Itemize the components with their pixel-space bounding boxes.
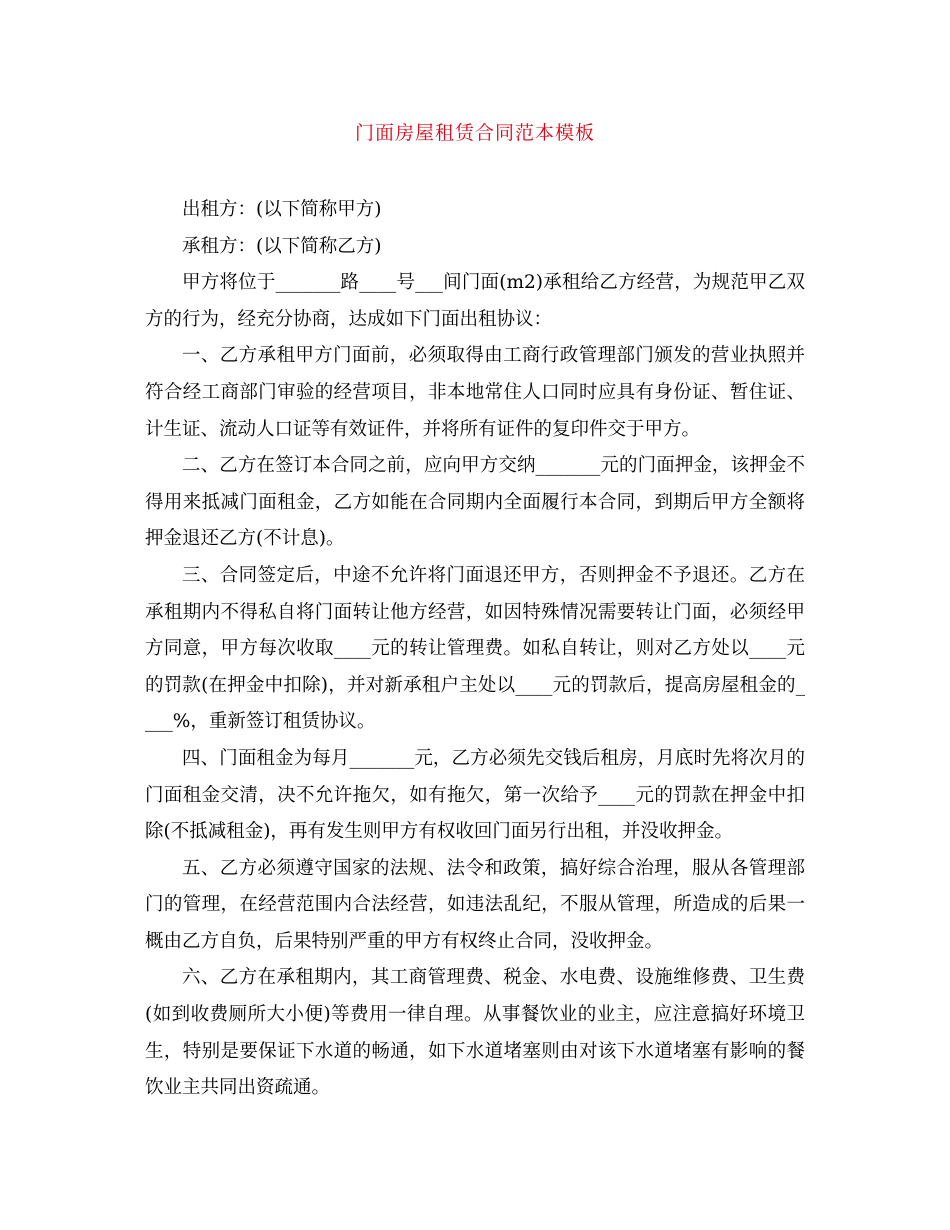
preamble-paragraph: 甲方将位于_______路____号___间门面(m2)承租给乙方经营，为规范甲乙双方的行为，经充分协商，达成如下门面出租协议： <box>145 272 805 330</box>
clause-3-paragraph: 三、合同签定后，中途不允许将门面退还甲方，否则押金不予退还。乙方在承租期内不得私自将门面转让他方经营，如因特殊情况需要转让门面，必须经甲方同意，甲方每次收取____元的转让管理费。如私自转让，则对乙方处以____元的罚款(在押金中扣除)，并对新承租户主处以____元的罚款后，提高房屋租金的____%，重新签订租赁协议。 <box>145 564 805 733</box>
document-title: 门面房屋租赁合同范本模板 <box>354 122 595 144</box>
clause-1-paragraph: 一、乙方承租甲方门面前，必须取得由工商行政管理部门颁发的营业执照并符合经工商部门审验的经营项目，非本地常住人口同时应具有身份证、暂住证、计生证、流动人口证等有效证件，并将所有证件的复印件交于甲方。 <box>145 345 805 440</box>
party-lessor-line: 出租方：(以下简称甲方) <box>182 199 382 220</box>
clause-5-paragraph: 五、乙方必须遵守国家的法规、法令和政策，搞好综合治理，服从各管理部门的管理，在经营范围内合法经营，如违法乱纪，不服从管理，所造成的后果一概由乙方自负，后果特别严重的甲方有权终止合同，没收押金。 <box>145 857 805 952</box>
document-body <box>145 192 805 1107</box>
party-lessee-line: 承租方：(以下简称乙方) <box>182 235 382 257</box>
clause-2-paragraph: 二、乙方在签订本合同之前，应向甲方交纳_______元的门面押金，该押金不得用来抵减门面租金，乙方如能在合同期内全面履行本合同，到期后甲方全额将押金退还乙方(不计息)。 <box>145 455 805 550</box>
clause-4-paragraph: 四、门面租金为每月_______元，乙方必须先交钱后租房，月底时先将次月的门面租金交清，决不允许拖欠，如有拖欠，第一次给予____元的罚款在押金中扣除(不抵减租金)，再有发生则甲方有权收回门面另行出租，并没收押金。 <box>145 747 805 843</box>
clause-6-paragraph: 六、乙方在承租期内，其工商管理费、税金、水电费、设施维修费、卫生费(如到收费厕所大小便)等费用一律自理。从事餐饮业的业主，应注意搞好环境卫生，特别是要保证下水道的畅通，如下水道堵塞则由对该下水道堵塞有影响的餐饮业主共同出资疏通。 <box>145 967 805 1099</box>
